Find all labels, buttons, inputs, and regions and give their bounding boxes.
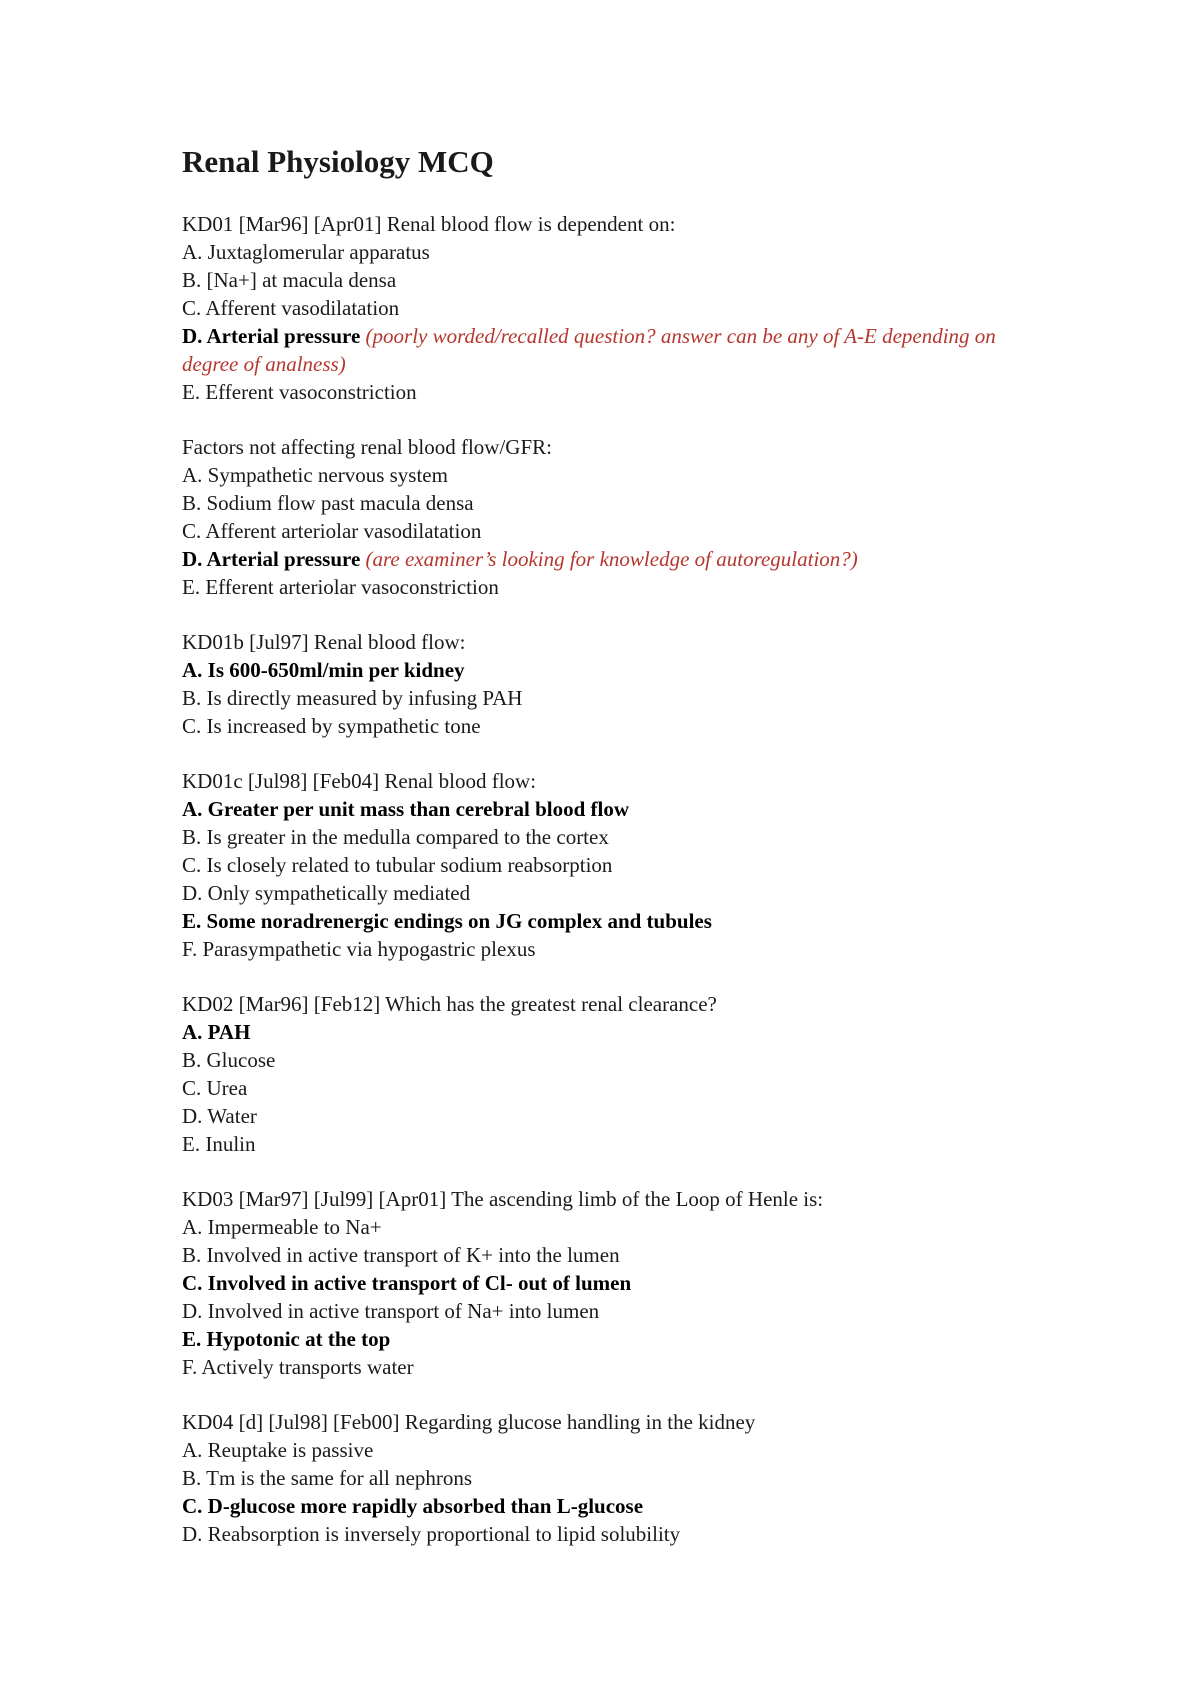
page-title: Renal Physiology MCQ — [182, 144, 494, 179]
answer-option — [182, 1130, 1082, 1158]
answer-option — [182, 823, 1082, 851]
question-block — [182, 433, 1082, 601]
option-text: C. Involved in active transport of Cl- out of lumen — [182, 1271, 632, 1295]
option-text: B. Is directly measured by infusing PAH — [182, 686, 523, 710]
option-text: D. Arterial pressure — [182, 324, 361, 348]
question-list — [182, 210, 1082, 1548]
option-text: C. Urea — [182, 1076, 248, 1100]
question-stem: KD04 [d] [Jul98] [Feb00] Regarding glucose handling in the kidney — [182, 1410, 756, 1434]
option-text: C. Afferent arteriolar vasodilatation — [182, 519, 482, 543]
answer-option-correct — [182, 656, 1082, 684]
question-block — [182, 767, 1082, 963]
answer-option — [182, 1436, 1082, 1464]
answer-option — [182, 684, 1082, 712]
answer-option — [182, 1464, 1082, 1492]
answer-option — [182, 712, 1082, 740]
answer-option — [182, 266, 1082, 294]
answer-option-correct — [182, 1018, 1082, 1046]
answer-option-correct — [182, 322, 1042, 378]
question-block — [182, 1408, 1082, 1548]
option-text: E. Efferent vasoconstriction — [182, 380, 417, 404]
answer-option — [182, 935, 1082, 963]
answer-option — [182, 1520, 1082, 1548]
answer-option-correct — [182, 1325, 1082, 1353]
option-text: D. Involved in active transport of Na+ into lumen — [182, 1299, 600, 1323]
question-stem: Factors not affecting renal blood flow/GFR: — [182, 435, 552, 459]
option-text: A. PAH — [182, 1020, 251, 1044]
option-text: A. Greater per unit mass than cerebral blood flow — [182, 797, 630, 821]
answer-option-correct — [182, 545, 1042, 573]
option-text: F. Parasympathetic via hypogastric plexus — [182, 937, 536, 961]
question-stem: KD01c [Jul98] [Feb04] Renal blood flow: — [182, 769, 537, 793]
question-stem: KD01b [Jul97] Renal blood flow: — [182, 630, 466, 654]
question-block — [182, 1185, 1082, 1381]
answer-option — [182, 294, 1082, 322]
option-text: D. Only sympathetically mediated — [182, 881, 471, 905]
option-text: C. Afferent vasodilatation — [182, 296, 400, 320]
option-text: E. Some noradrenergic endings on JG complex and tubules — [182, 909, 712, 933]
answer-option — [182, 851, 1082, 879]
answer-option — [182, 378, 1082, 406]
option-text: C. Is increased by sympathetic tone — [182, 714, 481, 738]
option-text: A. Juxtaglomerular apparatus — [182, 240, 430, 264]
question-stem: KD02 [Mar96] [Feb12] Which has the greatest renal clearance? — [182, 992, 717, 1016]
answer-option — [182, 573, 1082, 601]
answer-option — [182, 879, 1082, 907]
option-text: B. Glucose — [182, 1048, 276, 1072]
option-text: B. Involved in active transport of K+ into the lumen — [182, 1243, 620, 1267]
option-text: E. Hypotonic at the top — [182, 1327, 391, 1351]
answer-option — [182, 1074, 1082, 1102]
option-note: (poorly worded/recalled question? answer can be any of A-E depending on degree of analness) — [182, 324, 996, 376]
answer-option-correct — [182, 1492, 1082, 1520]
option-text: C. Is closely related to tubular sodium reabsorption — [182, 853, 613, 877]
question-block — [182, 210, 1082, 406]
answer-option-correct — [182, 1269, 1082, 1297]
answer-option — [182, 1241, 1082, 1269]
option-text: B. Tm is the same for all nephrons — [182, 1466, 473, 1490]
answer-option — [182, 461, 1082, 489]
answer-option-correct — [182, 795, 1082, 823]
question-block — [182, 990, 1082, 1158]
document-page — [182, 140, 1082, 1575]
option-text: E. Inulin — [182, 1132, 256, 1156]
answer-option — [182, 489, 1082, 517]
option-note: (are examiner’s looking for knowledge of autoregulation?) — [365, 547, 858, 571]
option-text: B. Is greater in the medulla compared to the cortex — [182, 825, 609, 849]
option-text: F. Actively transports water — [182, 1355, 414, 1379]
option-text: A. Is 600-650ml/min per kidney — [182, 658, 465, 682]
question-stem: KD01 [Mar96] [Apr01] Renal blood flow is dependent on: — [182, 212, 676, 236]
option-text: A. Sympathetic nervous system — [182, 463, 448, 487]
option-text: D. Arterial pressure — [182, 547, 361, 571]
answer-option-correct — [182, 907, 1082, 935]
answer-option — [182, 1353, 1082, 1381]
answer-option — [182, 1297, 1082, 1325]
option-text: A. Impermeable to Na+ — [182, 1215, 382, 1239]
option-text: A. Reuptake is passive — [182, 1438, 374, 1462]
question-stem: KD03 [Mar97] [Jul99] [Apr01] The ascending limb of the Loop of Henle is: — [182, 1187, 824, 1211]
answer-option — [182, 238, 1082, 266]
question-block — [182, 628, 1082, 740]
option-text: D. Reabsorption is inversely proportional to lipid solubility — [182, 1522, 681, 1546]
answer-option — [182, 1213, 1082, 1241]
option-text: C. D-glucose more rapidly absorbed than L-glucose — [182, 1494, 644, 1518]
answer-option — [182, 1046, 1082, 1074]
option-text: B. [Na+] at macula densa — [182, 268, 397, 292]
option-text: D. Water — [182, 1104, 257, 1128]
answer-option — [182, 1102, 1082, 1130]
option-text: E. Efferent arteriolar vasoconstriction — [182, 575, 499, 599]
answer-option — [182, 517, 1082, 545]
option-text: B. Sodium flow past macula densa — [182, 491, 474, 515]
